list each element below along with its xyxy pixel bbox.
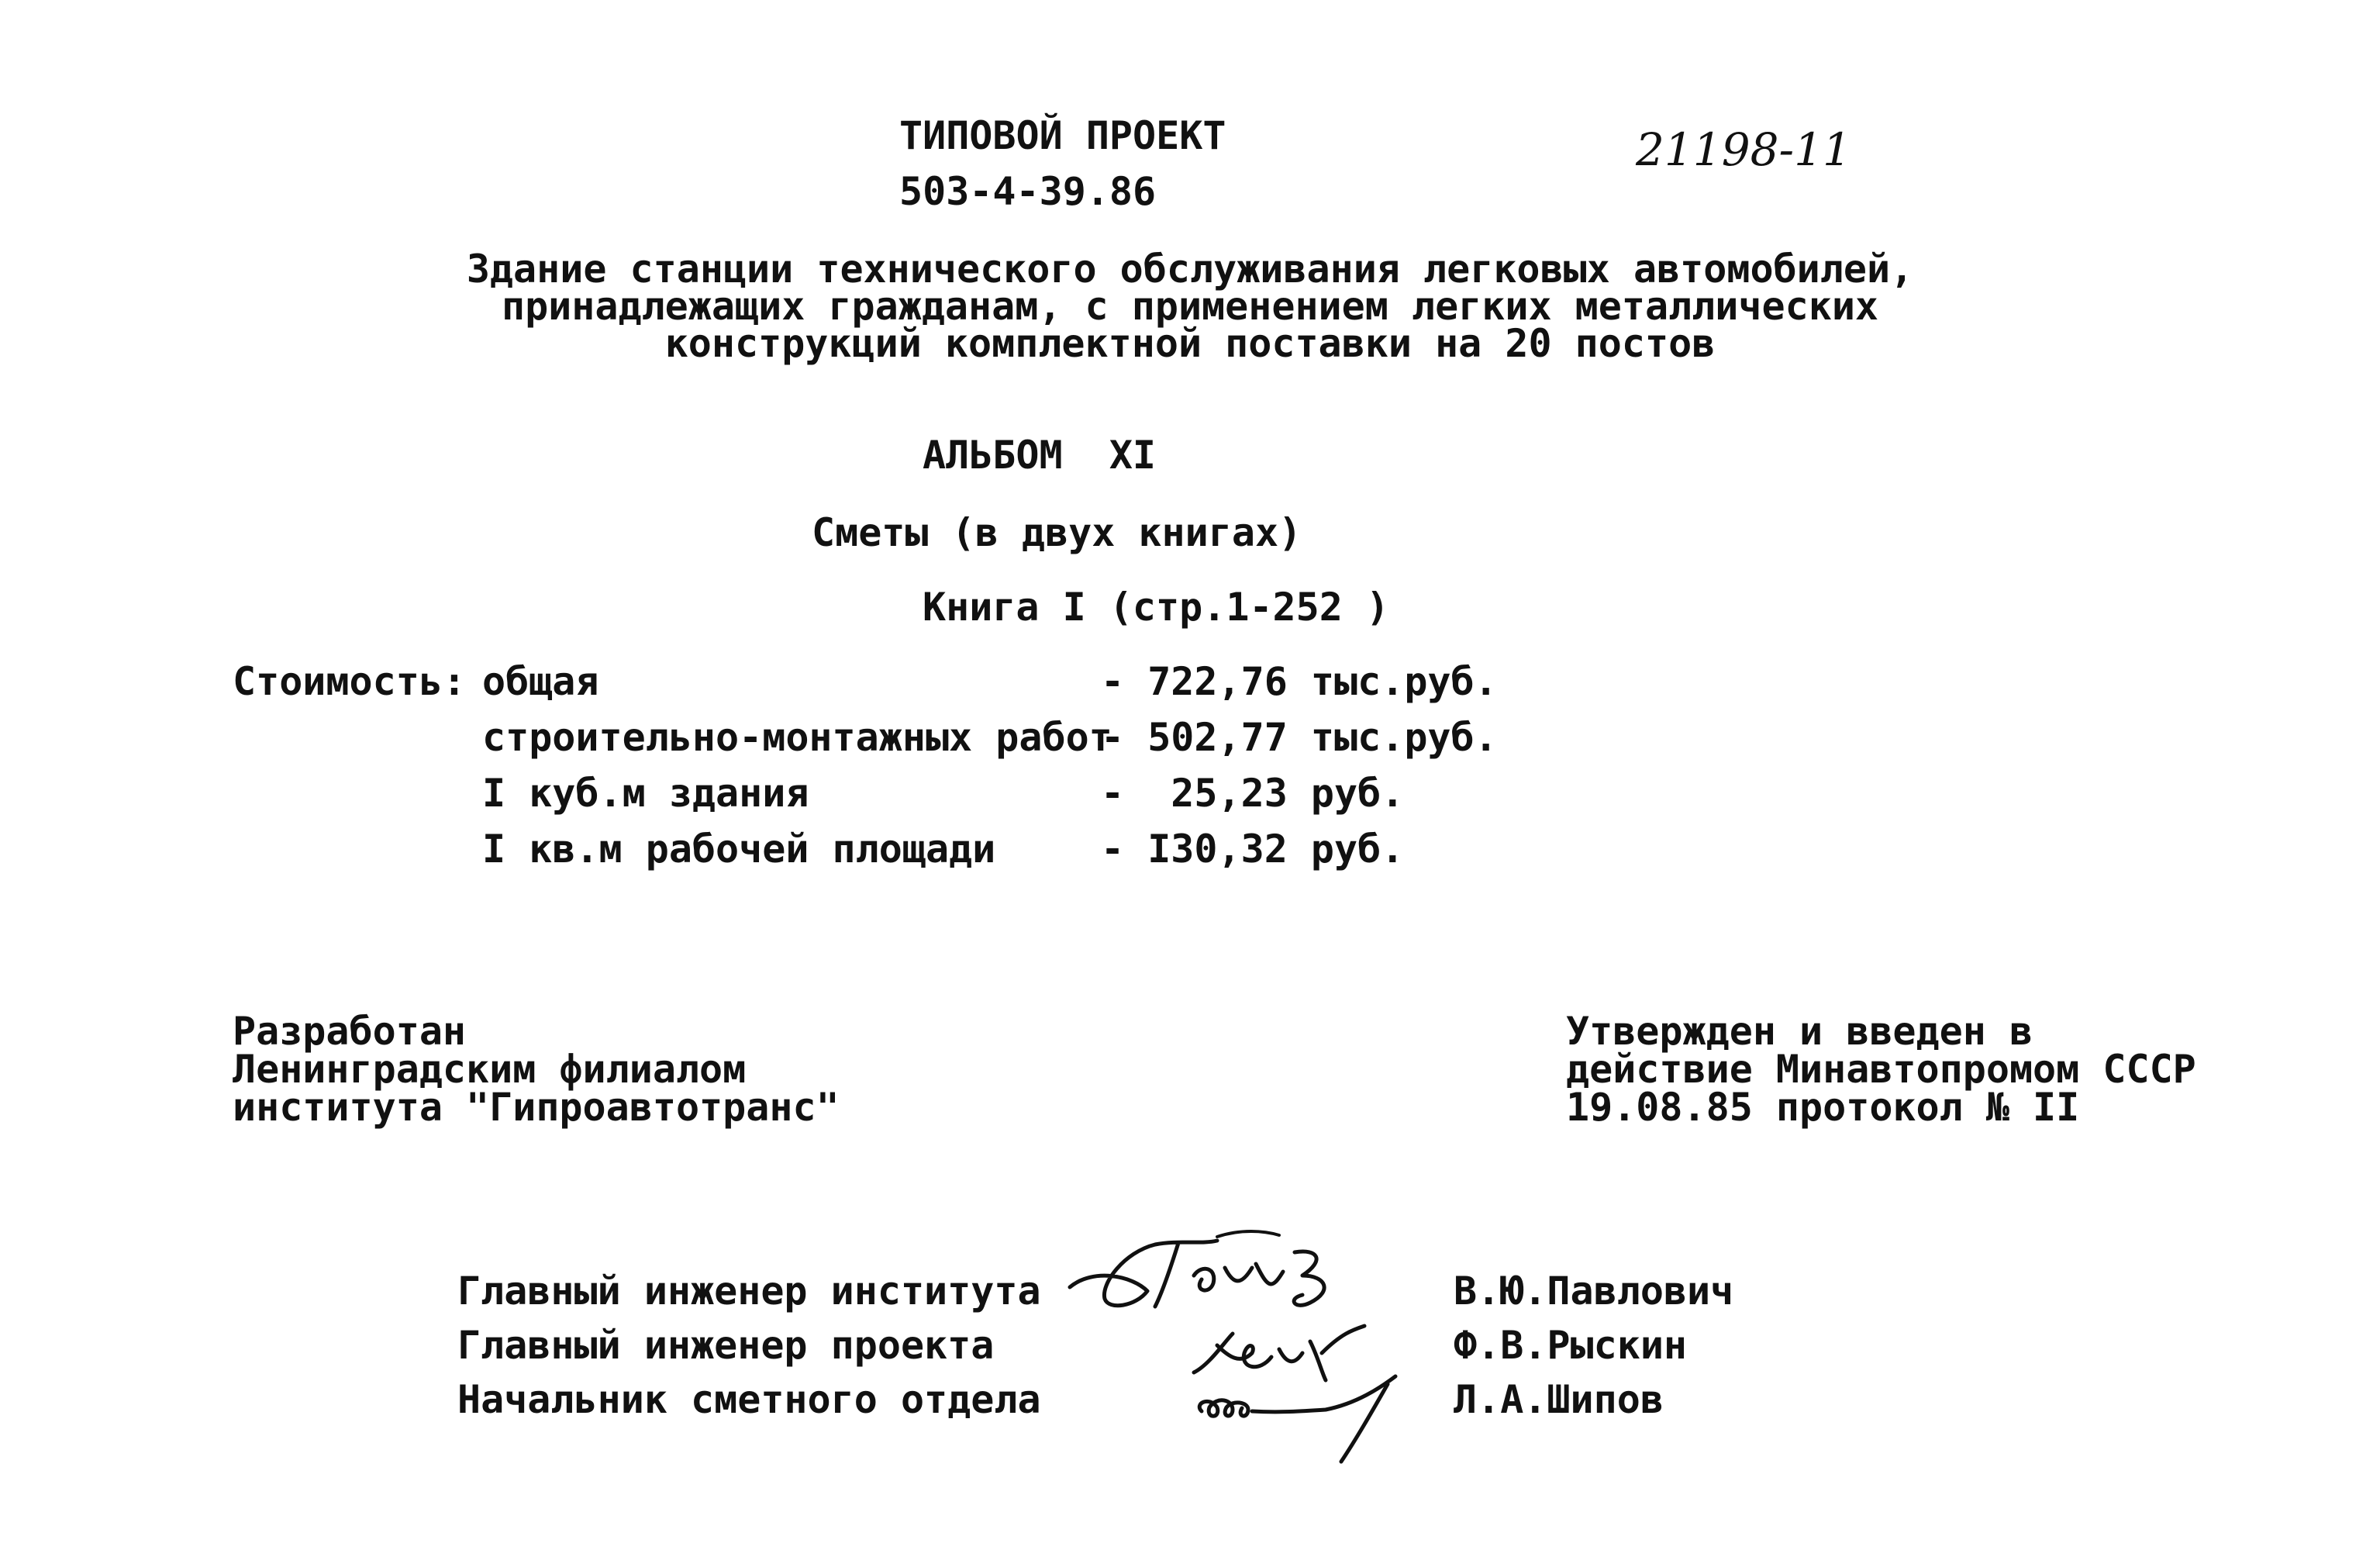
developed-line-1: Разработан	[233, 1009, 467, 1054]
signatory-name: В.Ю.Павлович	[1454, 1269, 1734, 1314]
signatory-position: Главный инженер проекта	[457, 1323, 995, 1368]
album-label: АЛЬБОМ XI	[923, 433, 1157, 478]
cost-row-name: общая	[482, 659, 599, 704]
project-type-label: ТИПОВОЙ ПРОЕКТ	[899, 113, 1226, 158]
developed-line-3: института "Гипроавтотранс"	[233, 1085, 840, 1130]
approved-line-1: Утвержден и введен в	[1566, 1009, 2033, 1054]
developed-line-2: Ленинградским филиалом	[233, 1047, 747, 1092]
signatory-name: Л.А.Шипов	[1454, 1377, 1664, 1422]
approved-line-3: 19.08.85 протокол № II	[1566, 1085, 2080, 1130]
signatory-name: Ф.В.Рыскин	[1454, 1323, 1688, 1368]
cost-row-value: - 502,77 тыс.руб.	[1101, 715, 1498, 760]
cost-row-value: - 722,76 тыс.руб.	[1101, 659, 1498, 704]
signatory-position: Начальник сметного отдела	[457, 1377, 1041, 1422]
cost-row-name: строительно-монтажных работ	[482, 715, 1112, 760]
approved-line-2: действие Минавтопромом СССР	[1566, 1047, 2196, 1092]
cost-row-value: - I30,32 руб.	[1101, 827, 1405, 872]
signature-shipov	[1186, 1365, 1442, 1466]
cost-row-name: I куб.м здания	[482, 771, 809, 816]
signatory-position: Главный инженер института	[457, 1269, 1041, 1314]
estimates-subtitle: Сметы (в двух книгах)	[812, 510, 1302, 555]
cost-row-name: I кв.м рабочей площади	[482, 827, 996, 872]
title-line-3: конструкций комплектной поставки на 20 постов	[664, 321, 1716, 366]
cost-row-value: - 25,23 руб.	[1101, 771, 1405, 816]
handwritten-code: 21198-11	[1636, 123, 1851, 176]
cost-label: Стоимость:	[233, 659, 467, 704]
title-line-2: принадлежащих гражданам, с применением легких металлических	[501, 284, 1879, 329]
project-number: 503-4-39.86	[899, 169, 1157, 214]
book-label: Книга I (стр.1-252 )	[923, 585, 1390, 630]
title-line-1: Здание станции технического обслуживания легковых автомобилей,	[466, 247, 1914, 292]
